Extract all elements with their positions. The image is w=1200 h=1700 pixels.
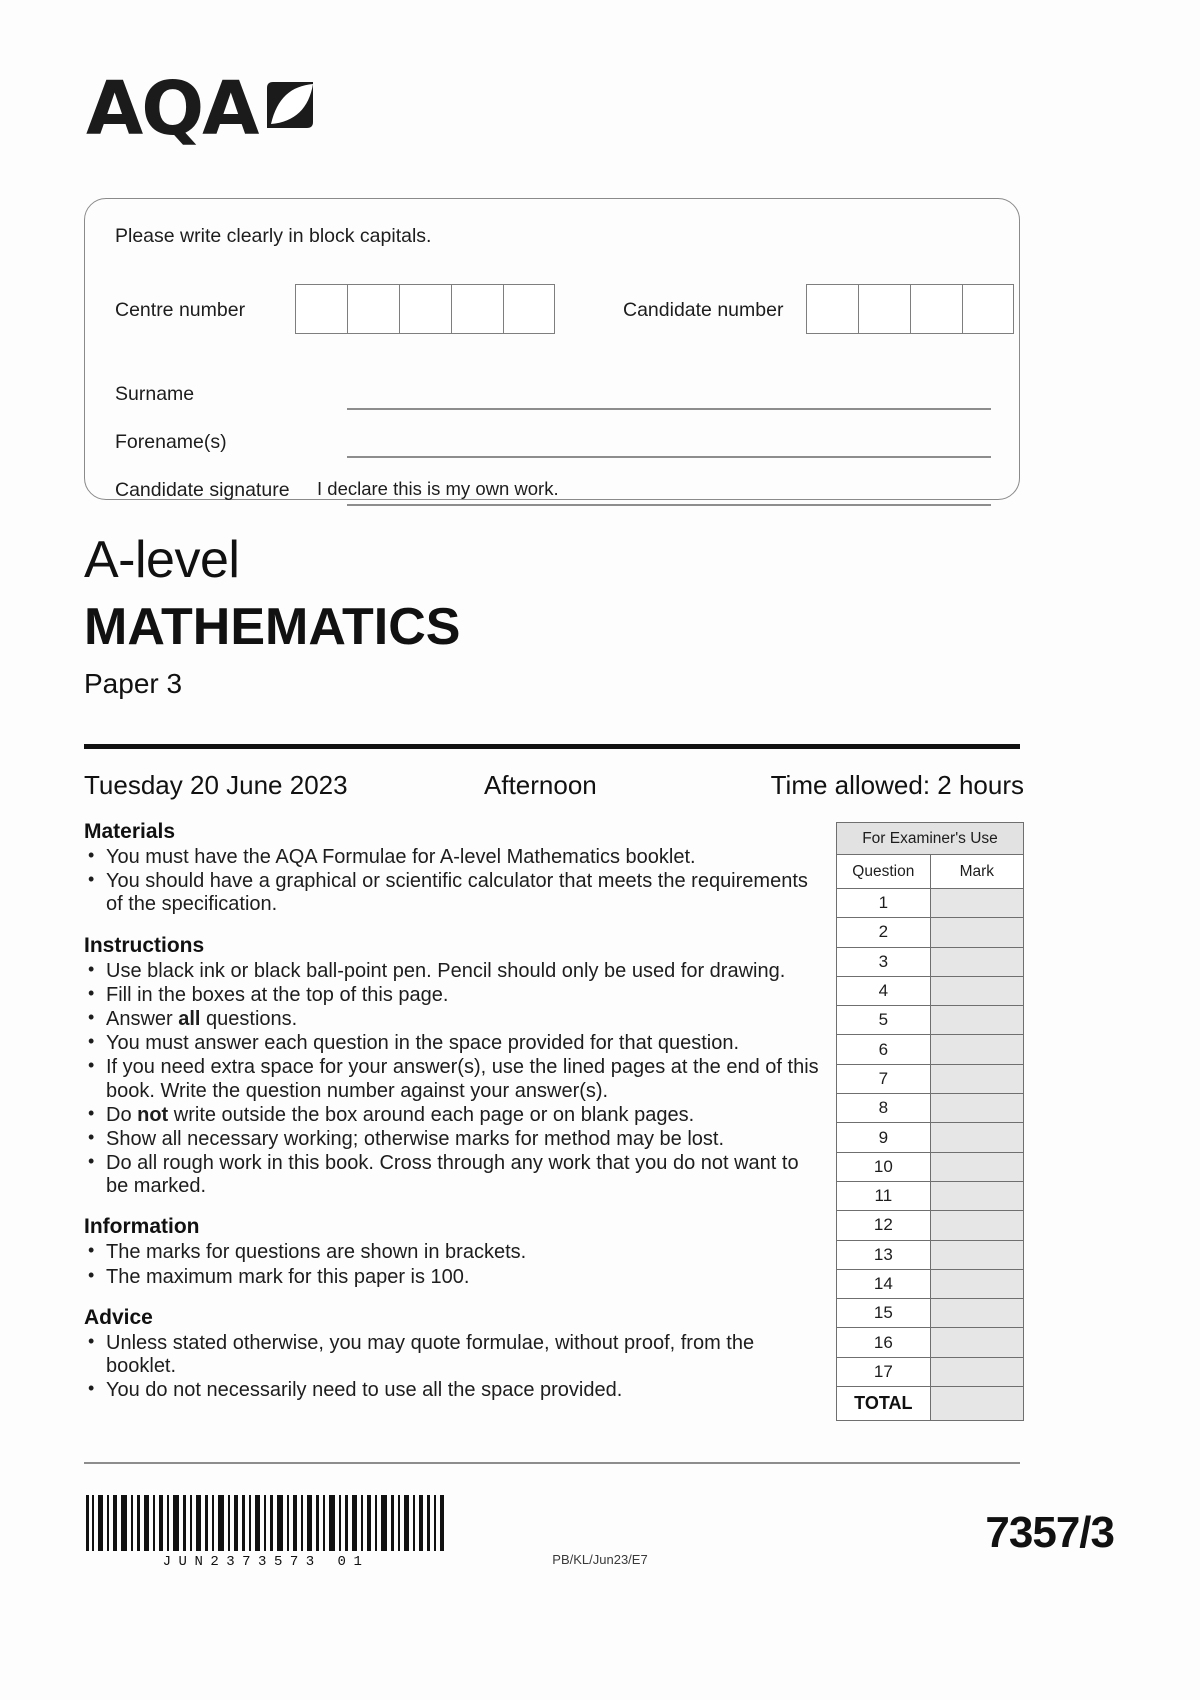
instructions-column <box>84 820 824 1403</box>
section-information <box>84 1215 824 1288</box>
centre-number-cell[interactable] <box>399 284 451 334</box>
table-row <box>837 1123 1024 1152</box>
list-item: • You should have a graphical or scientific calculator that meets the requirements of the specification. <box>84 870 824 916</box>
section-heading: Instructions <box>84 933 205 957</box>
question-number-cell: 16 <box>837 1328 931 1357</box>
centre-number-input[interactable] <box>295 284 555 334</box>
question-number-cell: 14 <box>837 1269 931 1298</box>
table-row <box>837 1152 1024 1181</box>
list-item: • The maximum mark for this paper is 100. <box>84 1266 824 1289</box>
question-number-cell: 12 <box>837 1211 931 1240</box>
table-row <box>837 947 1024 976</box>
list-item: • The marks for questions are shown in brackets. <box>84 1241 824 1264</box>
column-header-mark: Mark <box>930 855 1023 889</box>
mark-entry-cell[interactable] <box>930 1240 1023 1269</box>
table-row <box>837 1211 1024 1240</box>
mark-entry-cell[interactable] <box>930 1269 1023 1298</box>
forename-label: Forename(s) <box>115 431 227 453</box>
question-number-cell: 4 <box>837 976 931 1005</box>
table-row <box>837 1181 1024 1210</box>
list-item: • If you need extra space for your answer(s), use the lined pages at the end of this book. Write the question number against your answer(s). <box>84 1056 824 1102</box>
table-row <box>837 1328 1024 1357</box>
question-number-cell: 15 <box>837 1299 931 1328</box>
table-row <box>837 1006 1024 1035</box>
advice-list <box>84 1332 824 1403</box>
table-row <box>837 889 1024 918</box>
qualification-level: A-level <box>84 531 240 589</box>
centre-number-cell[interactable] <box>347 284 399 334</box>
paper-number: Paper 3 <box>84 668 183 699</box>
exam-date: Tuesday 20 June 2023 <box>84 770 348 800</box>
mark-entry-cell[interactable] <box>930 1035 1023 1064</box>
table-row-total <box>837 1387 1024 1421</box>
mark-entry-cell[interactable] <box>930 889 1023 918</box>
table-row <box>837 976 1024 1005</box>
aqa-logo-text: AQA <box>86 66 258 152</box>
centre-number-cell[interactable] <box>503 284 555 334</box>
mark-entry-cell[interactable] <box>930 1094 1023 1123</box>
time-allowed: Time allowed: 2 hours <box>770 770 1024 800</box>
question-number-cell: 1 <box>837 889 931 918</box>
candidate-number-cell[interactable] <box>962 284 1014 334</box>
question-number-cell: 10 <box>837 1152 931 1181</box>
candidate-number-cell[interactable] <box>910 284 962 334</box>
list-item: • Fill in the boxes at the top of this page. <box>84 984 824 1007</box>
aqa-logo <box>86 66 319 152</box>
section-materials <box>84 820 824 917</box>
section-heading: Information <box>84 1215 200 1239</box>
question-number-cell: 17 <box>837 1357 931 1386</box>
mark-entry-cell[interactable] <box>930 918 1023 947</box>
centre-number-label: Centre number <box>115 299 246 321</box>
list-item: • Do not write outside the box around each page or on blank pages. <box>84 1104 824 1127</box>
question-number-cell: 9 <box>837 1123 931 1152</box>
examiner-table-title: For Examiner's Use <box>837 823 1024 855</box>
mark-entry-cell[interactable] <box>930 1328 1023 1357</box>
section-heading: Materials <box>84 820 176 843</box>
mark-entry-cell[interactable] <box>930 1211 1023 1240</box>
candidate-signature-label: Candidate signature <box>115 479 290 501</box>
list-item: • Show all necessary working; otherwise marks for method may be lost. <box>84 1128 824 1151</box>
mark-entry-cell[interactable] <box>930 1299 1023 1328</box>
list-item: • Do all rough work in this book. Cross through any work that you do not want to be marked. <box>84 1152 824 1198</box>
candidate-number-cell[interactable] <box>806 284 858 334</box>
question-number-cell: 8 <box>837 1094 931 1123</box>
candidate-number-cell[interactable] <box>858 284 910 334</box>
mark-entry-cell[interactable] <box>930 1152 1023 1181</box>
centre-number-cell[interactable] <box>295 284 347 334</box>
paper-code: 7357/3 <box>985 1508 1114 1557</box>
table-row <box>837 918 1024 947</box>
subject-title: MATHEMATICS <box>84 598 461 656</box>
centre-number-cell[interactable] <box>451 284 503 334</box>
mark-entry-cell[interactable] <box>930 1123 1023 1152</box>
table-row <box>837 1299 1024 1328</box>
instructions-list <box>84 960 824 1199</box>
table-row <box>837 1035 1024 1064</box>
question-number-cell: 5 <box>837 1006 931 1035</box>
section-instructions <box>84 934 824 1199</box>
total-label-cell: TOTAL <box>837 1387 931 1421</box>
table-row <box>837 1064 1024 1093</box>
examiner-marks-table <box>836 822 1024 1421</box>
materials-list <box>84 846 824 917</box>
surname-row <box>115 362 995 410</box>
candidate-number-input[interactable] <box>806 284 1014 334</box>
mark-entry-cell[interactable] <box>930 947 1023 976</box>
total-mark-cell[interactable] <box>930 1387 1023 1421</box>
information-list <box>84 1241 824 1288</box>
aqa-leaf-icon <box>261 78 319 141</box>
table-row <box>837 1357 1024 1386</box>
barcode <box>86 1495 446 1551</box>
examiner-table-body <box>837 889 1024 1421</box>
barcode-digits: JUN2373573 01 <box>162 1554 370 1570</box>
mark-entry-cell[interactable] <box>930 1181 1023 1210</box>
mark-entry-cell[interactable] <box>930 1357 1023 1386</box>
declaration-text: I declare this is my own work. <box>317 478 559 499</box>
question-number-cell: 3 <box>837 947 931 976</box>
mark-entry-cell[interactable] <box>930 1064 1023 1093</box>
number-row <box>115 284 995 336</box>
table-row <box>837 1094 1024 1123</box>
mark-entry-cell[interactable] <box>930 1006 1023 1035</box>
surname-label: Surname <box>115 383 195 405</box>
block-capitals-note: Please write clearly in block capitals. <box>115 225 432 247</box>
section-advice <box>84 1306 824 1403</box>
list-item: • You must answer each question in the space provided for that question. <box>84 1032 824 1055</box>
list-item: • You must have the AQA Formulae for A-level Mathematics booklet. <box>84 846 824 869</box>
list-item: • Use black ink or black ball-point pen. Pencil should only be used for drawing. <box>84 960 824 983</box>
table-row <box>837 1240 1024 1269</box>
question-number-cell: 11 <box>837 1181 931 1210</box>
question-number-cell: 2 <box>837 918 931 947</box>
column-header-question: Question <box>837 855 931 889</box>
list-item: • You do not necessarily need to use all the space provided. <box>84 1379 824 1402</box>
mark-entry-cell[interactable] <box>930 976 1023 1005</box>
section-heading: Advice <box>84 1305 153 1329</box>
table-row <box>837 1269 1024 1298</box>
candidate-number-label: Candidate number <box>623 299 784 321</box>
list-item: • Answer all questions. <box>84 1008 824 1031</box>
candidate-signature-input[interactable] <box>347 504 991 506</box>
forename-row <box>115 410 995 458</box>
question-number-cell: 6 <box>837 1035 931 1064</box>
question-number-cell: 13 <box>837 1240 931 1269</box>
question-number-cell: 7 <box>837 1064 931 1093</box>
title-divider <box>84 744 1020 749</box>
exam-session: Afternoon <box>484 770 597 800</box>
print-code: PB/KL/Jun23/E7 <box>552 1552 648 1567</box>
candidate-details-box <box>84 198 1020 500</box>
exam-info-bar <box>84 770 1024 810</box>
list-item: • Unless stated otherwise, you may quote formulae, without proof, from the booklet. <box>84 1332 824 1378</box>
footer-divider <box>84 1462 1020 1464</box>
